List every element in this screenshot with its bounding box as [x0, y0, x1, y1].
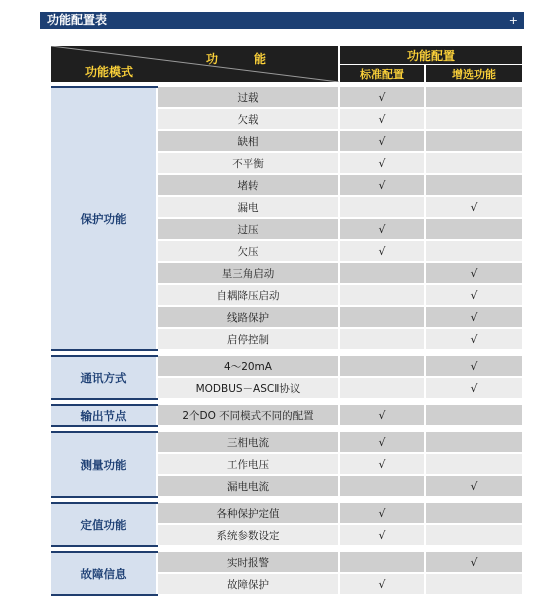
optional-check-cell	[425, 174, 522, 196]
function-name: 欠压	[157, 240, 339, 262]
optional-check-cell	[425, 405, 522, 426]
function-name: 自耦降压启动	[157, 284, 339, 306]
function-name: 各种保护定值	[157, 503, 339, 524]
standard-check-cell	[339, 284, 425, 306]
standard-check-cell: √	[339, 152, 425, 174]
function-name: 过载	[157, 87, 339, 108]
standard-header: 标准配置	[339, 65, 425, 83]
optional-check-cell: √	[425, 552, 522, 573]
group-label-protection: 保护功能	[51, 87, 157, 350]
optional-header: 增选功能	[425, 65, 522, 83]
table-row	[51, 356, 522, 377]
standard-check-cell: √	[339, 108, 425, 130]
group-label-communication: 通讯方式	[51, 356, 157, 399]
standard-check-cell: √	[339, 503, 425, 524]
function-name: 4～20mA	[157, 356, 339, 377]
group-label-measurement: 测量功能	[51, 432, 157, 497]
function-name: 线路保护	[157, 306, 339, 328]
table-row	[51, 432, 522, 453]
section-title-bar	[40, 12, 524, 29]
function-name: 实时报警	[157, 552, 339, 573]
function-name: 星三角启动	[157, 262, 339, 284]
function-name: 故障保护	[157, 573, 339, 595]
mode-header: 功能模式	[85, 65, 134, 79]
standard-check-cell: √	[339, 174, 425, 196]
standard-check-cell: √	[339, 524, 425, 546]
function-name: MODBUS－ASCⅡ协议	[157, 377, 339, 399]
standard-check-cell: √	[339, 218, 425, 240]
function-name: 漏电电流	[157, 475, 339, 497]
optional-check-cell: √	[425, 475, 522, 497]
function-name: 过压	[157, 218, 339, 240]
group-label-fault: 故障信息	[51, 552, 157, 595]
optional-check-cell: √	[425, 356, 522, 377]
optional-check-cell	[425, 218, 522, 240]
function-name: 漏电	[157, 196, 339, 218]
optional-check-cell	[425, 152, 522, 174]
optional-check-cell	[425, 87, 522, 108]
function-config-table	[51, 46, 522, 596]
section-title: 功能配置表	[47, 13, 108, 27]
standard-check-cell	[339, 377, 425, 399]
standard-check-cell	[339, 475, 425, 497]
optional-check-cell: √	[425, 284, 522, 306]
function-name: 不平衡	[157, 152, 339, 174]
group-label-output: 输出节点	[51, 405, 157, 426]
function-name: 2个DO 不同模式不同的配置	[157, 405, 339, 426]
function-name: 堵转	[157, 174, 339, 196]
optional-check-cell	[425, 432, 522, 453]
table-body	[51, 82, 522, 595]
config-header: 功能配置	[339, 46, 522, 65]
standard-check-cell: √	[339, 573, 425, 595]
optional-check-cell	[425, 453, 522, 475]
optional-check-cell: √	[425, 306, 522, 328]
optional-check-cell	[425, 240, 522, 262]
standard-check-cell: √	[339, 130, 425, 152]
diagonal-header-cell	[51, 46, 339, 82]
optional-check-cell	[425, 108, 522, 130]
standard-check-cell	[339, 328, 425, 350]
expand-plus-icon[interactable]: +	[508, 14, 518, 27]
table-row	[51, 552, 522, 573]
optional-check-cell: √	[425, 328, 522, 350]
optional-check-cell: √	[425, 377, 522, 399]
optional-check-cell	[425, 573, 522, 595]
function-name: 缺相	[157, 130, 339, 152]
standard-check-cell: √	[339, 87, 425, 108]
optional-check-cell: √	[425, 262, 522, 284]
standard-check-cell	[339, 196, 425, 218]
standard-check-cell: √	[339, 240, 425, 262]
table-row	[51, 503, 522, 524]
standard-check-cell	[339, 356, 425, 377]
function-name: 系统参数设定	[157, 524, 339, 546]
standard-check-cell: √	[339, 453, 425, 475]
table-row	[51, 87, 522, 108]
function-name: 启停控制	[157, 328, 339, 350]
function-name: 工作电压	[157, 453, 339, 475]
group-label-setting: 定值功能	[51, 503, 157, 546]
function-name: 欠载	[157, 108, 339, 130]
standard-check-cell: √	[339, 405, 425, 426]
standard-check-cell	[339, 262, 425, 284]
function-name: 三相电流	[157, 432, 339, 453]
standard-check-cell	[339, 306, 425, 328]
optional-check-cell	[425, 503, 522, 524]
optional-check-cell	[425, 130, 522, 152]
standard-check-cell	[339, 552, 425, 573]
standard-check-cell: √	[339, 432, 425, 453]
optional-check-cell: √	[425, 196, 522, 218]
table-row	[51, 405, 522, 426]
function-header: 功 能	[205, 52, 278, 66]
optional-check-cell	[425, 524, 522, 546]
